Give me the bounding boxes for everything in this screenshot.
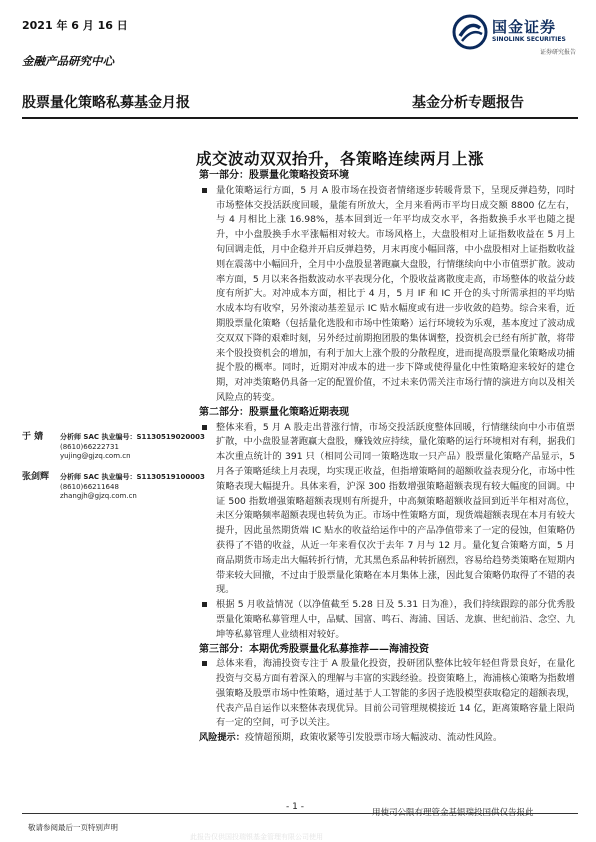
risk-warning xyxy=(199,731,575,746)
author-email: yujing@gjzq.com.cn xyxy=(60,452,131,460)
page-number: - 1 - xyxy=(286,802,304,812)
paragraph-text: 总体来看，海浦投资专注于 A 股量化投资，投研团队整体比较年轻但背景良好，在量化投资与交易方面有着深入的理解与丰富的实践经验。投资策略上，海浦核心策略为指数增强策略及股票市场中性策略，通过基于人工智能的多因子选股模型获取稳定的超额表现，代表产品自运作以来整体表现优异。目前公司管理规模接近 14 亿，距离策略容量上限尚有一定的空间，可予以关注。 xyxy=(216,658,575,729)
section-heading: 第二部分：股票量化策略近期表现 xyxy=(199,406,349,418)
risk-label: 风险提示： xyxy=(199,732,245,744)
watermark-text: 此报告仅供国投瑞银基金管理有限公司使用 xyxy=(190,833,323,841)
author-name: 张剑辉 xyxy=(22,472,50,482)
author-details xyxy=(60,433,205,462)
header-divider xyxy=(22,117,578,119)
bullet-paragraph xyxy=(199,657,575,731)
paragraph-text: 量化策略运行方面，5 月 A 股市场在投资者情绪逐步转暖背景下，呈现反弹趋势，同时市场整体交投活跃度回暖，量能有所放大，全月来看两市平均日成交额 8800 亿左右，与 4 月相比上涨 16.98%，基本回到近一年平均成交水平，各指数换手水平也随之提升，中小盘股换手水平涨幅相对较大。市场风格上，大盘股相对上证指数收益在 5 月上旬回调走低，月中企稳并开启反弹趋势，月末再度小幅回落，中小盘股相对上证指数收益则在震荡中小幅回升，全月中小盘股显著跑赢大盘股，行情继续向中小市值票扩散。波动率方面，5 月以来各指数波动水平表现分化，个股收益离散度走高，市场整体的收益分歧度有所扩大。对冲成本方面，相比于 4 月，5 月 IF 和 IC 开仓的头寸所需承担的平均贴水成本均有收窄，另外滚动基差显示 IC 贴水幅度或有进一步收敛的趋势。综合来看，近期股票量化策略（包括量化选股和市场中性策略）运行环境较为乐观，基本度过了波动成交双双下降的艰难时刻，另外经过前期抱团股的集体调整，投资机会已经有所扩散，将带来个股投资机会的增加，有利于加大上涨个股的分散程度，进而提高股票量化策略成功捕捉个股的概率。同时，近期对冲成本的进一步下降或使得量化中性策略迎来较好的建仓期，对冲类策略仍具备一定的配置价值，不过未来仍需关注市场行情的演进方向以及相关风险点的转变。 xyxy=(216,184,575,403)
author-block xyxy=(22,432,205,473)
main-title: 成交波动双双抬升，各策略连续两月上涨 xyxy=(196,149,485,168)
department-name: 金融产品研究中心 xyxy=(22,54,114,68)
logo-subtitle: 证券研究报告 xyxy=(540,49,577,56)
risk-text: 疫情超预期，政策收紧等引发股票市场大幅波动、流动性风险。 xyxy=(244,732,503,744)
square-bullet-icon xyxy=(202,602,207,607)
author-phone: (8610)66211648 xyxy=(60,482,119,491)
author-name: 于 婧 xyxy=(22,432,44,442)
paragraph-text: 根据 5 月收益情况（以净值截至 5.28 日及 5.31 日为准），我们持续跟踪的部分优秀股票量化策略私募管理人中，品赋、国富、鸣石、海浦、国话、龙旗、世纪前沿、念空、九坤等私募管理人业绩相对较好。 xyxy=(216,599,575,640)
usage-note: 用使司公限有理管金基银瑞投国供仅告报此 xyxy=(372,808,534,818)
square-bullet-icon xyxy=(202,661,207,666)
author-phone: (8610)66222731 xyxy=(60,442,119,451)
report-date: 2021 年 6 月 16 日 xyxy=(22,19,128,32)
section-heading: 第三部分：本期优秀股票量化私募推荐——海浦投资 xyxy=(199,643,429,655)
author-email: zhangjh@gjzq.com.cn xyxy=(60,492,137,500)
report-type: 基金分析专题报告 xyxy=(412,95,524,111)
author-cert: 分析师 SAC 执业编号：S1130519020003 xyxy=(60,433,205,441)
disclaimer-note: 敬请参阅最后一页特别声明 xyxy=(28,823,118,832)
logo-english-text: SINOLINK SECURITIES xyxy=(492,36,566,43)
paragraph-text: 整体来看，5 月 A 股走出普涨行情，市场交投活跃度整体回暖，行情继续向中小市值票扩散，中小盘股显著跑赢大盘股，赚钱效应持续，量化策略的运行环境相对有利，据我们本次重点统计的 391 只（相同公司同一策略选取一只产品）股票量化策略产品显示，5 月各子策略延续上月表现，均实现正收益，但指增策略间的超额收益表现分化，市场中性策略表现大幅提升。具体来看，沪深 300 指数增强策略超额表现有较大幅度的回调。中证 500 指数增强策略超额表现则有所提升，中高频策略超额收益回到近半年相对高位，未区分策略频率超额表现也转负为正。市场中性策略方面，现货端超额表现在本月有较大提升，因此虽然期货端 IC 贴水的收益给运作中的产品净值带来了一定的侵蚀，但策略仍获得了不错的收益，从近一年来看仅次于去年 7 月与 12 月。量化复合策略方面，5 月商品期货市场走出大幅转折行情，尤其黑色系品种转折剧烈，容易给趋势类策略在短期内带来较大回撤，不过由于股票量化策略在本月集体上涨，因此复合策略仍取得了不错的表现。 xyxy=(216,421,575,596)
square-bullet-icon xyxy=(202,425,207,430)
author-details xyxy=(60,473,205,502)
bullet-paragraph xyxy=(199,184,575,406)
author-cert: 分析师 SAC 执业编号：S1130519100003 xyxy=(60,473,205,481)
sinolink-logo-icon xyxy=(452,14,488,50)
report-body xyxy=(199,169,575,746)
logo-chinese-text: 国金证券 xyxy=(492,18,557,36)
section-heading: 第一部分：股票量化策略投资环境 xyxy=(199,170,349,181)
author-block xyxy=(22,472,205,513)
bullet-paragraph xyxy=(199,421,575,599)
report-title: 股票量化策略私募基金月报 xyxy=(22,95,190,111)
square-bullet-icon xyxy=(202,188,207,193)
bullet-paragraph xyxy=(199,598,575,642)
